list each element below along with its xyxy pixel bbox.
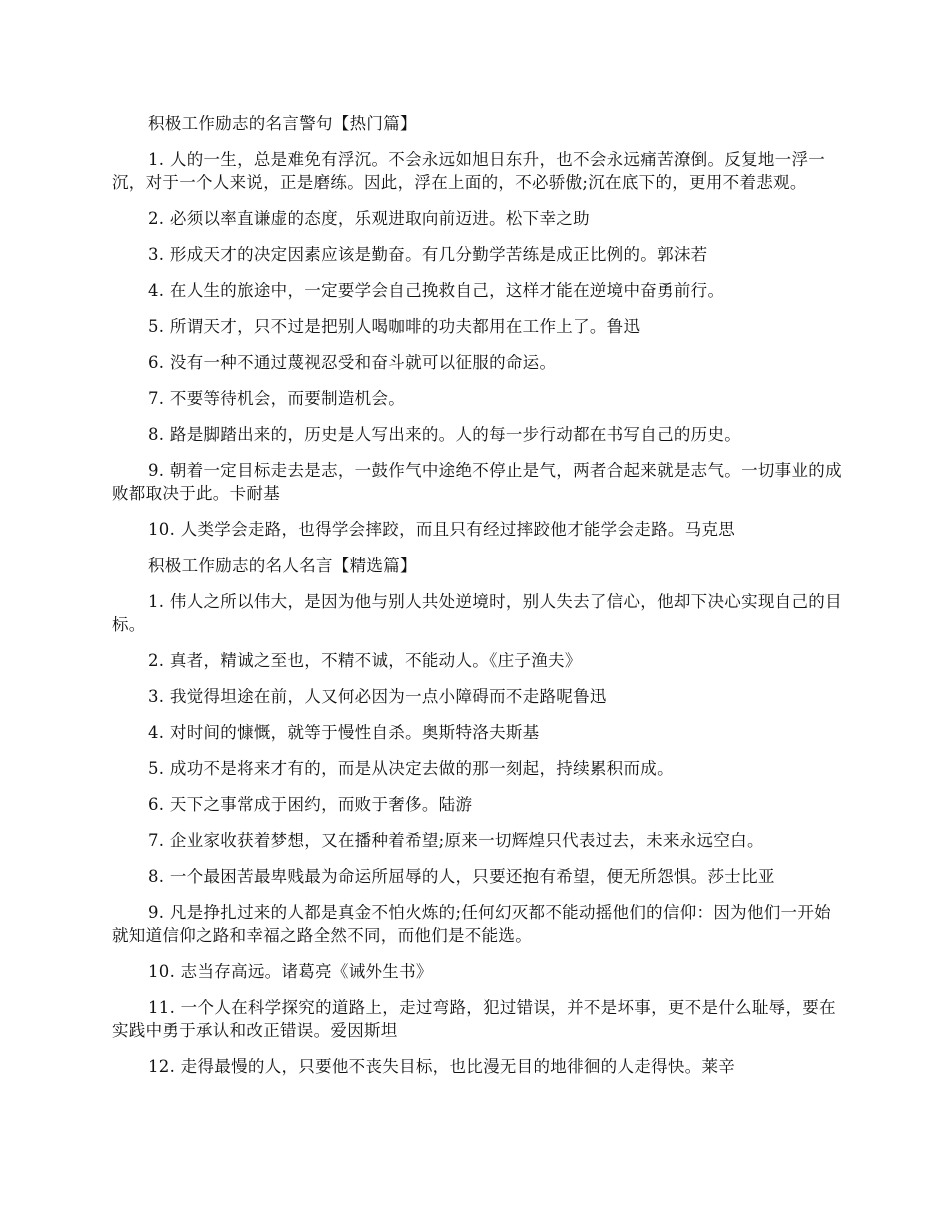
- section-2-item-12: 12. 走得最慢的人，只要他不丧失目标，也比漫无目的地徘徊的人走得快。莱辛: [148, 1057, 736, 1076]
- section-1-item-4: 4. 在人生的旅途中，一定要学会自己挽救自己，这样才能在逆境中奋勇前行。: [148, 281, 725, 300]
- section-1-item-1: 1. 人的一生，总是难免有浮沉。不会永远如旭日东升，也不会永远痛苦潦倒。反复地一浮一沉，对于一个人来说，正是磨练。因此，浮在上面的，不必骄傲;沉在底下的，更用不着悲观。: [112, 150, 826, 192]
- section-1-item-7: 7. 不要等待机会，而要制造机会。: [148, 389, 406, 408]
- section-1-item-3: 3. 形成天才的决定因素应该是勤奋。有几分勤学苦练是成正比例的。郭沫若: [148, 245, 708, 264]
- document-page: [112, 112, 842, 1091]
- section-2-item-1: 1. 伟人之所以伟大，是因为他与别人共处逆境时，别人失去了信心，他却下决心实现自己的目标。: [112, 592, 842, 634]
- section-2-title: 积极工作励志的名人名言【精选篇】: [148, 556, 417, 575]
- section-2-item-10: 10. 志当存高远。诸葛亮《诫外生书》: [148, 962, 433, 981]
- section-1-title: 积极工作励志的名言警句【热门篇】: [148, 114, 417, 133]
- section-2-item-2: 2. 真者，精诚之至也，不精不诚，不能动人。《庄子渔夫》: [148, 651, 582, 670]
- section-2-item-3: 3. 我觉得坦途在前，人又何必因为一点小障碍而不走路呢鲁迅: [148, 687, 607, 706]
- section-2-item-4: 4. 对时间的慷慨，就等于慢性自杀。奥斯特洛夫斯基: [148, 723, 540, 742]
- section-2-item-9: 9. 凡是挣扎过来的人都是真金不怕火炼的;任何幻灭都不能动摇他们的信仰：因为他们一开始就知道信仰之路和幸福之路全然不同，而他们是不能选。: [112, 903, 831, 945]
- section-1-item-6: 6. 没有一种不通过蔑视忍受和奋斗就可以征服的命运。: [148, 353, 557, 372]
- section-1-item-10: 10. 人类学会走路，也得学会摔跤，而且只有经过摔跤他才能学会走路。马克思: [148, 520, 736, 539]
- section-2-item-7: 7. 企业家收获着梦想，又在播种着希望;原来一切辉煌只代表过去，未来永远空白。: [148, 831, 764, 850]
- section-1-item-8: 8. 路是脚踏出来的，历史是人写出来的。人的每一步行动都在书写自己的历史。: [148, 425, 742, 444]
- section-1-item-9: 9. 朝着一定目标走去是志，一鼓作气中途绝不停止是气，两者合起来就是志气。一切事业的成败都取决于此。卡耐基: [112, 461, 842, 503]
- section-2-item-8: 8. 一个最困苦最卑贱最为命运所屈辱的人，只要还抱有希望，便无所怨惧。莎士比亚: [148, 867, 775, 886]
- section-1-item-5: 5. 所谓天才，只不过是把别人喝咖啡的功夫都用在工作上了。鲁迅: [148, 317, 641, 336]
- section-2-item-11: 11. 一个人在科学探究的道路上，走过弯路，犯过错误，并不是坏事，更不是什么耻辱，要在实践中勇于承认和改正错误。爱因斯坦: [112, 998, 836, 1040]
- section-2-item-6: 6. 天下之事常成于困约，而败于奢侈。陆游: [148, 795, 473, 814]
- section-1-item-2: 2. 必须以率直谦虚的态度，乐观进取向前迈进。松下幸之助: [148, 209, 590, 228]
- section-2-item-5: 5. 成功不是将来才有的，而是从决定去做的那一刻起，持续累积而成。: [148, 759, 674, 778]
